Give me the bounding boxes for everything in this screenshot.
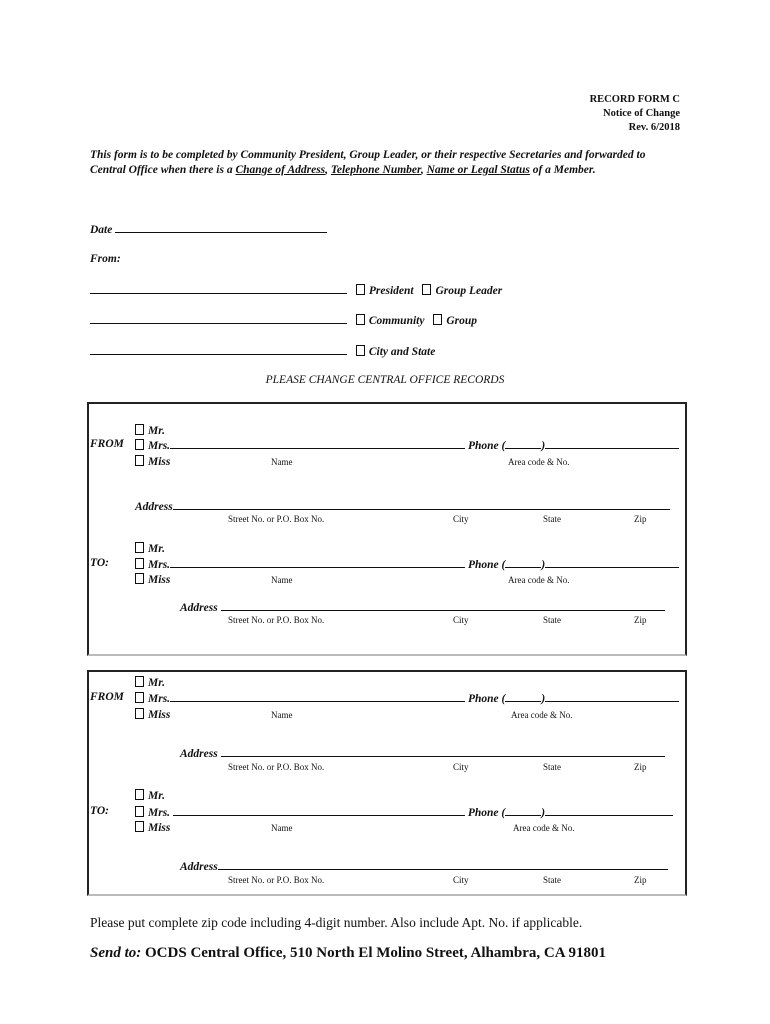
miss-checkbox[interactable] [135,573,144,584]
from1-mr-option [135,424,165,437]
group-label: Group [446,315,478,327]
miss-label: Miss [148,709,171,721]
miss-checkbox[interactable] [135,708,144,719]
miss-checkbox[interactable] [135,455,144,466]
mr-label: Mr. [148,425,165,437]
sender-name-field[interactable] [90,283,347,294]
intro-paragraph [90,148,680,177]
intro-text-start: This form is to be completed by Community President, Group Leader, or their respective Secretaries and forwarded to Central Office when there is a [90,149,646,176]
address-field[interactable] [221,746,665,757]
role-row-2 [90,313,477,327]
send-to-label: Send to: [90,945,142,961]
area-code-caption: Area code & No. [508,457,570,467]
phone-field[interactable] [545,438,679,449]
instruction-heading: PLEASE CHANGE CENTRAL OFFICE RECORDS [265,374,505,386]
to2-miss-option [135,821,170,834]
phone-field[interactable] [545,805,673,816]
intro-telephone-number: Telephone Number [330,163,421,176]
mr-label: Mr. [148,677,165,689]
zip-caption: Zip [634,875,647,885]
city-caption: City [453,875,469,885]
street-caption: Street No. or P.O. Box No. [228,762,325,772]
mr-label: Mr. [148,790,165,802]
form-subtitle: Notice of Change [603,108,680,119]
address-label: Address [180,602,218,614]
city-caption: City [453,615,469,625]
to1-address-row [180,600,665,614]
from2-label: FROM [90,691,124,703]
from-label: From: [90,253,121,265]
mrs-label: Mrs. [148,440,171,452]
mrs-checkbox[interactable] [135,692,144,703]
area-code-field[interactable] [505,691,541,702]
state-caption: State [543,615,561,625]
name-caption: Name [271,457,293,467]
to1-mrs-row: Mrs. Phone ( ) [135,557,679,571]
miss-label: Miss [148,822,171,834]
role-row-3 [90,344,435,358]
name-field[interactable] [173,805,465,816]
mr-checkbox[interactable] [135,789,144,800]
name-caption: Name [271,823,293,833]
name-field[interactable] [170,691,465,702]
from2-address-row [180,746,665,760]
date-row [90,222,327,236]
street-caption: Street No. or P.O. Box No. [228,514,325,524]
to1-label: TO: [90,557,109,569]
street-caption: Street No. or P.O. Box No. [228,875,325,885]
to1-mr-option [135,542,165,555]
to2-address-row [180,859,668,873]
from1-miss-option [135,455,170,468]
date-field[interactable] [115,222,327,233]
group-leader-checkbox[interactable] [422,284,431,295]
address-label: Address [180,861,218,873]
phone-field[interactable] [545,557,679,568]
zip-caption: Zip [634,762,647,772]
mrs-checkbox[interactable] [135,558,144,569]
from2-mrs-row: Mrs. Phone ( ) [135,691,679,705]
city-state-checkbox[interactable] [356,345,365,356]
mr-label: Mr. [148,543,165,555]
zip-code-note: Please put complete zip code including 4-digit number. Also include Apt. No. if applicable. [90,915,583,930]
mr-checkbox[interactable] [135,542,144,553]
group-checkbox[interactable] [433,314,442,325]
community-checkbox[interactable] [356,314,365,325]
mrs-checkbox[interactable] [135,439,144,450]
area-code-caption: Area code & No. [513,823,575,833]
area-code-caption: Area code & No. [511,710,573,720]
form-title: RECORD FORM C [589,94,680,105]
from1-address-row [135,499,670,513]
address-label: Address [135,501,173,513]
to2-mr-option [135,789,165,802]
from1-label: FROM [90,438,124,450]
mrs-label: Mrs. [148,559,171,571]
send-to-address: OCDS Central Office, 510 North El Molino Street, Alhambra, CA 91801 [145,945,606,961]
mr-checkbox[interactable] [135,676,144,687]
phone-field[interactable] [545,691,679,702]
form-revision: Rev. 6/2018 [628,122,680,133]
miss-checkbox[interactable] [135,821,144,832]
area-code-field[interactable] [505,557,541,568]
role-row-1 [90,283,502,297]
to1-miss-option [135,573,170,586]
to2-mrs-row: Mrs. Phone ( ) [135,805,673,819]
zip-caption: Zip [634,615,647,625]
community-label: Community [368,315,425,327]
address-label: Address [180,748,218,760]
send-to-line [90,945,606,962]
name-field[interactable] [170,438,465,449]
address-field[interactable] [218,859,668,870]
community-name-field[interactable] [90,313,347,324]
address-field[interactable] [173,499,670,510]
from2-mr-option [135,676,165,689]
intro-separator: , [420,163,427,176]
phone-label: Phone ( [467,559,506,571]
phone-label: Phone ( [467,440,506,452]
city-state-label: City and State [368,346,436,358]
area-code-caption: Area code & No. [508,575,570,585]
name-field[interactable] [170,557,465,568]
intro-change-address: Change of Address [235,163,326,176]
name-caption: Name [271,575,293,585]
date-label: Date [90,224,113,236]
city-caption: City [453,514,469,524]
phone-label: Phone ( [467,807,506,819]
mrs-label: Mrs. [148,807,171,819]
from1-mrs-row: Mrs. Phone ( ) [135,438,679,452]
intro-name-legal-status: Name or Legal Status [426,163,530,176]
president-checkbox[interactable] [356,284,365,295]
mrs-checkbox[interactable] [135,806,144,817]
miss-label: Miss [148,456,171,468]
area-code-field[interactable] [505,805,541,816]
mr-checkbox[interactable] [135,424,144,435]
state-caption: State [543,762,561,772]
miss-label: Miss [148,574,171,586]
form-header [590,93,680,135]
city-state-field[interactable] [90,344,347,355]
to2-label: TO: [90,805,109,817]
city-caption: City [453,762,469,772]
state-caption: State [543,514,561,524]
street-caption: Street No. or P.O. Box No. [228,615,325,625]
state-caption: State [543,875,561,885]
group-leader-label: Group Leader [435,285,503,297]
mrs-label: Mrs. [148,693,171,705]
intro-text-end: of a Member. [529,163,596,176]
from2-miss-option [135,708,170,721]
phone-label: Phone ( [467,693,506,705]
zip-caption: Zip [634,514,647,524]
intro-separator: , [325,163,331,176]
president-label: President [368,285,414,297]
area-code-field[interactable] [505,438,541,449]
name-caption: Name [271,710,293,720]
address-field[interactable] [221,600,665,611]
